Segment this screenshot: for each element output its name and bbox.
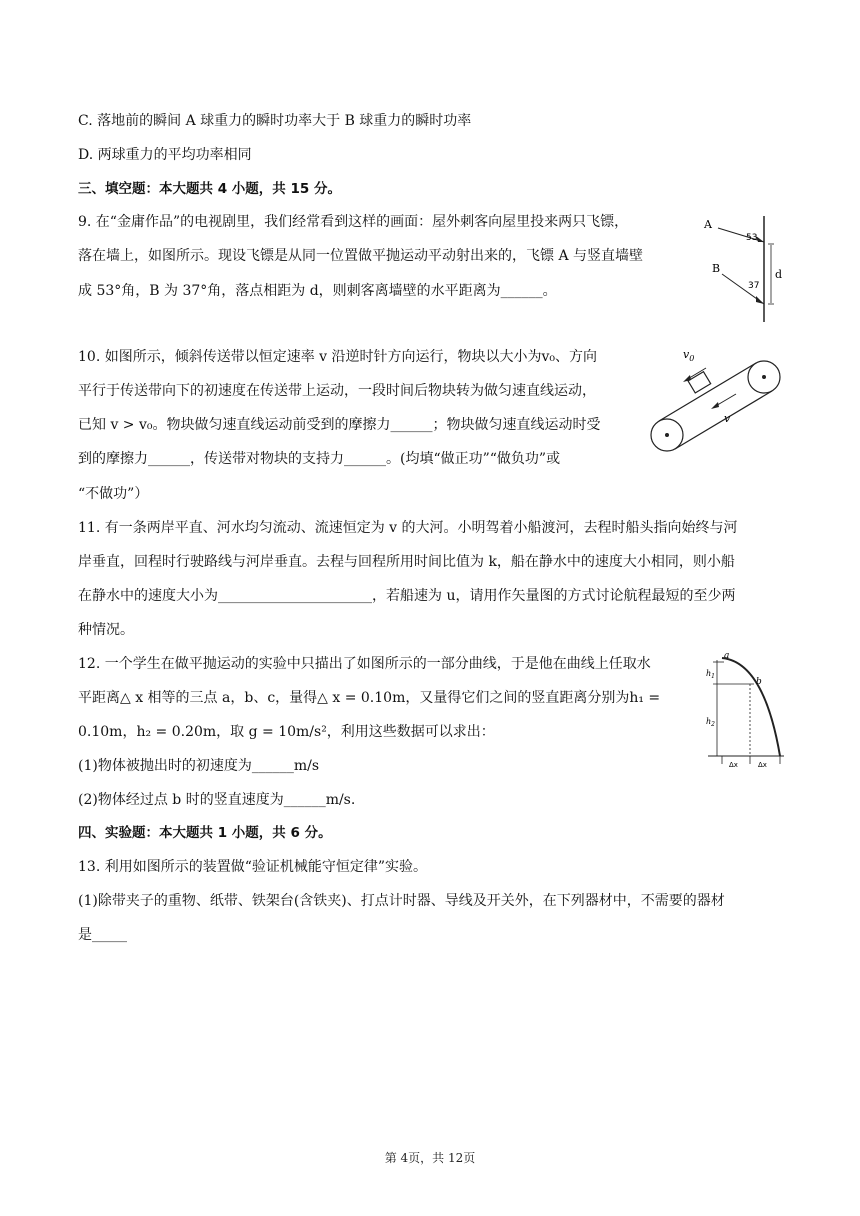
q10-line3: 已知 v > v₀。物块做匀速直线运动前受到的摩擦力______；物块做匀速直线运动时受 xyxy=(78,417,601,433)
q12-line1: 12. 一个学生在做平抛运动的实验中只描出了如图所示的一部分曲线，于是他在曲线上任取水 xyxy=(78,656,651,672)
h2-label: $h_2$ xyxy=(706,717,715,728)
q11-line3: 在静水中的速度大小为______________________，若船速为 u，请用作矢量图的方式讨论航程最短的至少两 xyxy=(78,588,736,604)
q10-line2: 平行于传送带向下的初速度在传送带上运动，一段时间后物块转为做匀速直线运动， xyxy=(78,383,596,399)
conveyor-belt-figure xyxy=(646,340,786,456)
option-d: D. 两球重力的平均功率相同 xyxy=(78,147,252,163)
q13-line3: 是_____ xyxy=(78,927,127,943)
q9-line1: 9. 在“金庸作品”的电视剧里，我们经常看到这样的画面：屋外刺客向屋里投来两只飞镖， xyxy=(78,214,629,230)
v0-label: $v_0$ xyxy=(683,348,695,363)
q11-line4: 种情况。 xyxy=(78,622,134,638)
q10-line1: 10. 如图所示，倾斜传送带以恒定速率 v 沿逆时针方向运行，物块以大小为v₀、方向 xyxy=(78,349,598,365)
section-heading-experiment: 四、实验题：本大题共 1 小题，共 6 分。 xyxy=(78,825,332,841)
q10-line4: 到的摩擦力______，传送带对物块的支持力______。(均填“做正功”“做负功”或 xyxy=(78,451,561,467)
darts-figure xyxy=(700,212,786,324)
q12-line2: 平距离△ x 相等的三点 a，b、c，量得△ x = 0.10m，又量得它们之间的竖直距离分别为h₁ = xyxy=(78,690,661,706)
h1-label: $h_1$ xyxy=(706,669,715,680)
point-a-label: a xyxy=(724,652,730,661)
point-b-label: b xyxy=(756,677,762,687)
distance-d-label: d xyxy=(775,268,783,281)
q12-line3: 0.10m，h₂ = 0.20m，取 g = 10m/s²，利用这些数据可以求出： xyxy=(78,724,495,740)
q13-line2: (1)除带夹子的重物、纸带、铁架台(含铁夹)、打点计时器、导线及开关外，在下列器材中，不需要的器材 xyxy=(78,893,725,909)
angle-b-label: 37 xyxy=(748,281,760,291)
q12-sub1: (1)物体被抛出时的初速度为______m/s xyxy=(78,758,320,774)
belt-top xyxy=(659,363,756,421)
dart-a-label: A xyxy=(704,218,712,231)
q11-line1: 11. 有一条两岸平直、河水均匀流动、流速恒定为 v 的大河。小明驾着小船渡河，去程时船头指向始终与河 xyxy=(78,520,738,536)
projectile-figure xyxy=(704,652,788,770)
page-footer: 第 4页，共 12页 xyxy=(384,1151,476,1165)
q12-sub2: (2)物体经过点 b 时的竖直速度为______m/s. xyxy=(78,792,356,808)
dart-b-label: B xyxy=(712,262,721,275)
trajectory-curve xyxy=(722,658,780,756)
q9-line3: 成 53°角，B 为 37°角，落点相距为 d，则刺客离墙壁的水平距离为______。 xyxy=(78,283,557,299)
angle-a-label: 53 xyxy=(746,233,758,243)
block xyxy=(688,372,711,393)
section-heading-fill-in: 三、填空题：本大题共 4 小题，共 15 分。 xyxy=(78,181,341,197)
option-c: C. 落地前的瞬间 A 球重力的瞬时功率大于 B 球重力的瞬时功率 xyxy=(78,113,472,129)
dx2-label: Δx xyxy=(758,761,767,769)
q10-line5: “不做功”） xyxy=(78,486,149,502)
dart-b-tip xyxy=(756,296,764,304)
q11-line2: 岸垂直，回程时行驶路线与河岸垂直。去程与回程所用时间比值为 k，船在静水中的速度大小相同，则小船 xyxy=(78,554,735,570)
q13-line1: 13. 利用如图所示的装置做“验证机械能守恒定律”实验。 xyxy=(78,859,428,875)
q9-line2: 落在墙上，如图所示。现设飞镖是从同一位置做平抛运动平动射出来的，飞镖 A 与竖直墙壁 xyxy=(78,248,644,264)
v-label: v xyxy=(724,412,731,425)
dx1-label: Δx xyxy=(729,761,738,769)
